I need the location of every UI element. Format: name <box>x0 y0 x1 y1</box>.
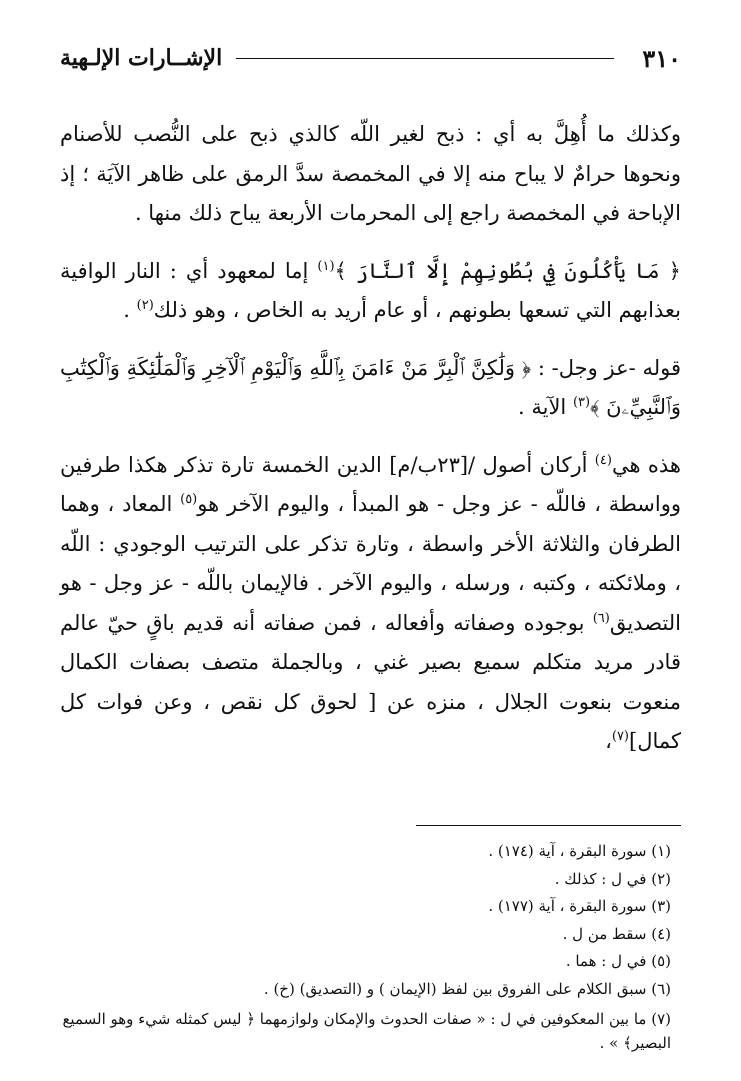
footnote-separator <box>416 825 681 826</box>
page-header <box>60 38 681 78</box>
paragraph-4 <box>60 446 681 762</box>
paragraph-4-end: ، <box>605 729 612 753</box>
paragraph-4-a: هذه هي <box>611 452 681 477</box>
footnote-5: (٥) في ل : هما . <box>565 952 671 970</box>
footnote-1: (١) سورة البقرة ، آية (١٧٤) . <box>488 842 671 860</box>
footnote-2: (٢) في ل : كذلك . <box>554 869 671 888</box>
paragraph-1 <box>60 115 681 234</box>
paragraph-3-end: الآية . <box>518 395 573 419</box>
footnote-ref-6[interactable]: (٦) <box>592 610 610 626</box>
header-rule <box>236 58 614 59</box>
footnote-ref-1[interactable]: (١) <box>317 258 335 274</box>
footnote-ref-4[interactable]: (٤) <box>594 452 612 468</box>
footnote-ref-5[interactable]: (٥) <box>180 492 198 507</box>
paragraph-2 <box>60 252 681 331</box>
quran-quote-1: ﴿ مَا يَأْكُلُونَ فِي بُطُونِهِمْ إِلَّا ٱلنَّارَ ﴾ <box>334 258 681 283</box>
paragraph-2-text: إما لمعهود أي : النار الوافية بعذابهم التي تسعها بطونهم ، أو عام أريد به الخاص ، وهو ذلك <box>60 258 681 322</box>
page-number: ٣١٠ <box>642 43 681 73</box>
paragraph-4-b: أركان أصول /[٢٣ب/م] الدين الخمسة تارة تذكر هكذا طرفين وواسطة ، فاللّه - عز وجل - هو المبدأ ، واليوم الآخر هو <box>60 452 682 516</box>
quran-quote-2: ﴿ وَلَٰكِنَّ ٱلْبِرَّ مَنْ ءَامَنَ بِٱللَّهِ وَٱلْيَوْمِ ٱلْآخِرِ وَٱلْمَلَٰٓئِكَةِ وَٱلْكِتَٰبِ وَٱلنَّبِيِّۦنَ ﴾ <box>60 355 681 419</box>
running-title: الإشــارات الإلـهية <box>60 45 223 71</box>
footnote-3: (٣) سورة البقرة ، آية (١٧٧) . <box>488 897 671 915</box>
paragraph-3-intro: قوله -عز وجل- : <box>531 355 681 380</box>
footnotes <box>60 838 671 1055</box>
paragraph-4-d: بوجوده وصفاته وأفعاله ، فمن صفاته أنه قديم باقٍ حيّ عالم قادر مريد متكلم سميع بصير غني ، وبالجملة متصف بصفات الكمال منعوت بنعوت الجلال ، منزه عن [ لحوق كل نقص ، وعن فوات كل كمال] <box>60 610 681 753</box>
footnote-7: (٧) ما بين المعكوفين في ل : « صفات الحدوث والإمكان ولوازمهما ﴿ ليس كمثله شيء وهو السميع البصير﴾ » . <box>62 1010 671 1052</box>
paragraph-3 <box>60 349 681 428</box>
footnote-6: (٦) سبق الكلام على الفروق بين لفظ (الإيمان ) و (التصديق) (خ) . <box>263 979 671 998</box>
paragraph-1-text: وكذلك ما أُهِلَّ به أي : ذبح لغير اللّه كالذي ذبح على النُّصب للأصنام ونحوها حرامٌ لا يباح منه إلا في المخمصة سدَّ الرمق على ظاهر الآيَة ؛ إذ الإباحة في المخمصة راجع إلى المحرمات الأربعة يباح ذلك منها . <box>60 122 681 225</box>
paragraph-4-c: المعاد ، وهما الطرفان والثلاثة الأخر واسطة ، وتارة تذكر على الترتيب الوجودي : اللّه ، وملائكته ، وكتبه ، ورسله ، واليوم الآخر . فالإيمان باللّه - عز وجل - هو التصديق <box>60 492 681 635</box>
footnote-4: (٤) سقط من ل . <box>562 924 671 943</box>
footnote-ref-7[interactable]: (٧) <box>611 729 629 744</box>
footnote-ref-3[interactable]: (٣) <box>572 395 591 410</box>
paragraph-2-end: . <box>123 298 137 322</box>
footnote-ref-2[interactable]: (٢) <box>136 298 154 313</box>
main-text <box>60 115 681 770</box>
